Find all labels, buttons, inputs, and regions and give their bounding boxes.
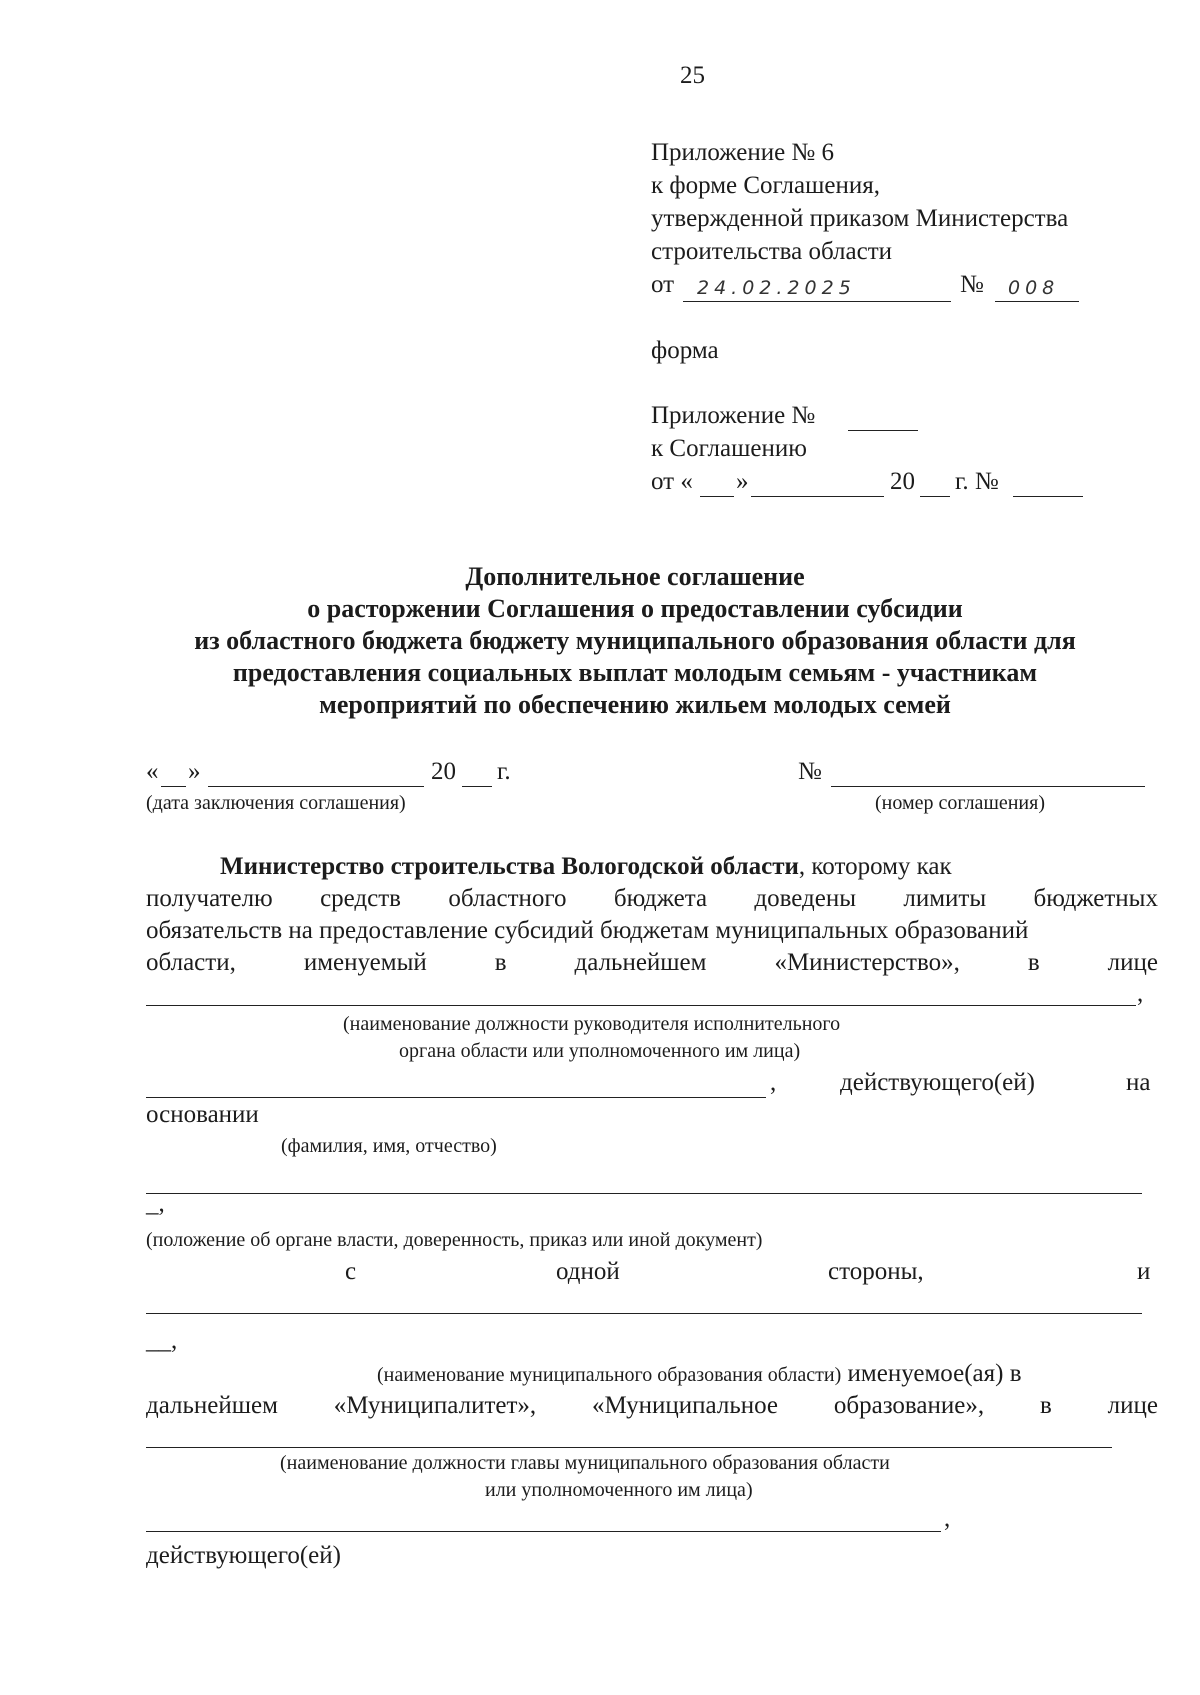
municipality-caption-line <box>377 1358 1022 1390</box>
head-position-fill-line <box>146 1447 1112 1448</box>
caption-position-1: (наименование должности руководителя исполнительного <box>343 1013 841 1035</box>
word: «Муниципальное <box>592 1392 779 1419</box>
attachment-no-line <box>1013 496 1083 497</box>
word: образование», <box>833 1392 985 1419</box>
head-fio-comma: , <box>944 1505 951 1532</box>
attachment-year-line <box>920 496 950 497</box>
attachment-year: 20 <box>890 468 915 495</box>
order-number-label: № <box>960 271 984 298</box>
page-number: 25 <box>680 62 705 89</box>
municipality-fill-line <box>146 1313 1142 1314</box>
word: в <box>1027 949 1040 976</box>
municipality-line <box>146 1390 1158 1422</box>
fio-comma: , <box>770 1069 777 1096</box>
ministry-label: строительства области <box>651 238 893 265</box>
on-label: на <box>1126 1069 1151 1096</box>
word: средств <box>320 885 401 912</box>
attachment-year-suffix: г. № <box>955 468 999 495</box>
agreement-number-label: № <box>798 758 822 785</box>
title-line-3: из областного бюджета бюджету муниципального образования области для <box>194 626 1076 655</box>
word: получателю <box>146 885 273 912</box>
order-from-label: от <box>651 271 675 298</box>
word: именуемый <box>303 949 427 976</box>
attachment-quote-close: » <box>736 468 749 495</box>
date-day-line <box>161 786 186 787</box>
caption-head-2: или уполномоченного им лица) <box>485 1479 753 1501</box>
word: дальнейшем <box>574 949 707 976</box>
document-fill-line <box>146 1193 1142 1194</box>
appendix-label: Приложение № 6 <box>651 139 835 166</box>
acting-label-2: действующего(ей) <box>146 1542 341 1569</box>
municipality-trailing-blank: __, <box>146 1327 178 1354</box>
to-form-label: к форме Соглашения, <box>651 172 880 199</box>
date-year-suffix: г. <box>497 758 511 785</box>
position-comma: , <box>1137 980 1144 1007</box>
attachment-number-line <box>848 430 918 431</box>
word: в <box>1039 1392 1052 1419</box>
paragraph-1-line-3: обязательств на предоставление субсидий бюджетам муниципальных образований <box>146 917 1029 944</box>
date-month-line <box>208 786 424 787</box>
approved-label: утвержденной приказом Министерства <box>651 205 1069 232</box>
agreement-number-caption: (номер соглашения) <box>875 792 1045 814</box>
date-year: 20 <box>431 758 456 785</box>
document-trailing-blank: _, <box>146 1190 165 1217</box>
title-line-5: мероприятий по обеспечению жильем молодых семей <box>319 690 951 719</box>
date-quote-open: « <box>146 758 159 785</box>
word: областного <box>448 885 567 912</box>
agreement-number-line <box>831 786 1145 787</box>
title-line-2: о расторжении Соглашения о предоставлении субсидии <box>307 594 963 623</box>
date-quote-close: » <box>188 758 201 785</box>
caption-position-2: органа области или уполномоченного им лица) <box>399 1040 801 1062</box>
word: «Министерство», <box>774 949 960 976</box>
head-fio-fill-line <box>146 1531 941 1532</box>
word: в <box>494 949 507 976</box>
word: бюджета <box>613 885 708 912</box>
caption-document: (положение об органе власти, доверенность, приказ или иной документ) <box>146 1229 763 1251</box>
attachment-from-label: от « <box>651 468 693 495</box>
attachment-appendix-label: Приложение № <box>651 402 816 429</box>
order-date-handwritten: 24.02.2025 <box>697 277 856 299</box>
word-one: одной <box>556 1258 620 1285</box>
word: бюджетных <box>1033 885 1158 912</box>
word-and: и <box>1137 1258 1151 1285</box>
date-caption: (дата заключения соглашения) <box>146 792 406 814</box>
paragraph-1-line-1 <box>220 851 952 883</box>
order-number-handwritten: 008 <box>1008 277 1060 299</box>
word: лице <box>1107 949 1158 976</box>
word: лице <box>1107 1392 1158 1419</box>
attachment-month-line <box>751 496 884 497</box>
caption-municipality: (наименование муниципального образования области) <box>377 1364 842 1386</box>
paragraph-1-line-4 <box>146 947 1158 979</box>
word: дальнейшем <box>146 1392 278 1419</box>
form-label: форма <box>651 337 719 364</box>
named-label: именуемое(ая) в <box>841 1360 1022 1387</box>
attachment-day-line <box>700 496 734 497</box>
word-side: стороны, <box>828 1258 924 1285</box>
date-year-line <box>462 786 492 787</box>
word: области, <box>146 949 236 976</box>
word-s: с <box>345 1258 357 1285</box>
to-agreement-label: к Соглашению <box>651 435 807 462</box>
position-fill-line <box>146 1005 1136 1006</box>
ministry-name: Министерство строительства Вологодской области <box>220 853 799 880</box>
title-line-1: Дополнительное соглашение <box>465 562 805 591</box>
fio-fill-line <box>146 1097 766 1098</box>
title-line-4: предоставления социальных выплат молодым семьям - участникам <box>232 658 1038 687</box>
acting-label: действующего(ей) <box>840 1069 1035 1096</box>
word: лимиты <box>903 885 987 912</box>
paragraph-1-line-2 <box>146 883 1158 915</box>
basis-label: основании <box>146 1101 259 1128</box>
paragraph-1-line-1-rest: , которому как <box>798 853 952 880</box>
word: «Муниципалитет», <box>333 1392 537 1419</box>
caption-fio: (фамилия, имя, отчество) <box>281 1135 497 1157</box>
word: доведены <box>754 885 857 912</box>
caption-head-1: (наименование должности главы муниципального образования области <box>280 1452 890 1474</box>
